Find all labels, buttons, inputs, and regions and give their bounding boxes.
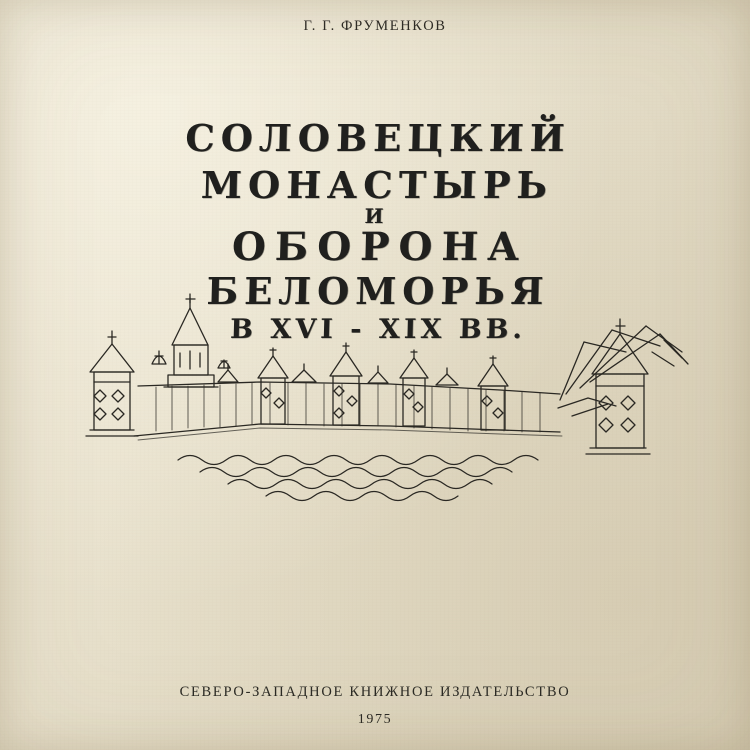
author-name: Г. Г. ФРУМЕНКОВ [303,18,447,34]
fortress-wall [134,382,562,440]
left-cupolas-icon [152,351,230,368]
publication-year: 1975 [357,712,393,727]
sea-waves [178,456,538,501]
wall-tower-4-icon [478,356,508,430]
title-line-3: И [364,204,386,228]
title-line-1: СОЛОВЕЦКИЙ [184,116,572,160]
footer [0,684,750,728]
title-line-6: В XVI - XIX ВВ. [229,314,527,345]
left-corner-tower-icon [86,331,138,436]
publisher-name: СЕВЕРО-ЗАПАДНОЕ КНИЖНОЕ ИЗДАТЕЛЬСТВО [179,684,571,700]
monastery-illustration [60,290,700,510]
title-line-4: ОБОРОНА [231,224,529,270]
wall-tower-1-icon [258,348,288,424]
title-line-2: МОНАСТЫРЬ [200,163,554,207]
title-line-5: БЕЛОМОРЬЯ [205,269,551,313]
left-church-icon [164,294,218,387]
ship-rigging-icon [558,326,688,416]
